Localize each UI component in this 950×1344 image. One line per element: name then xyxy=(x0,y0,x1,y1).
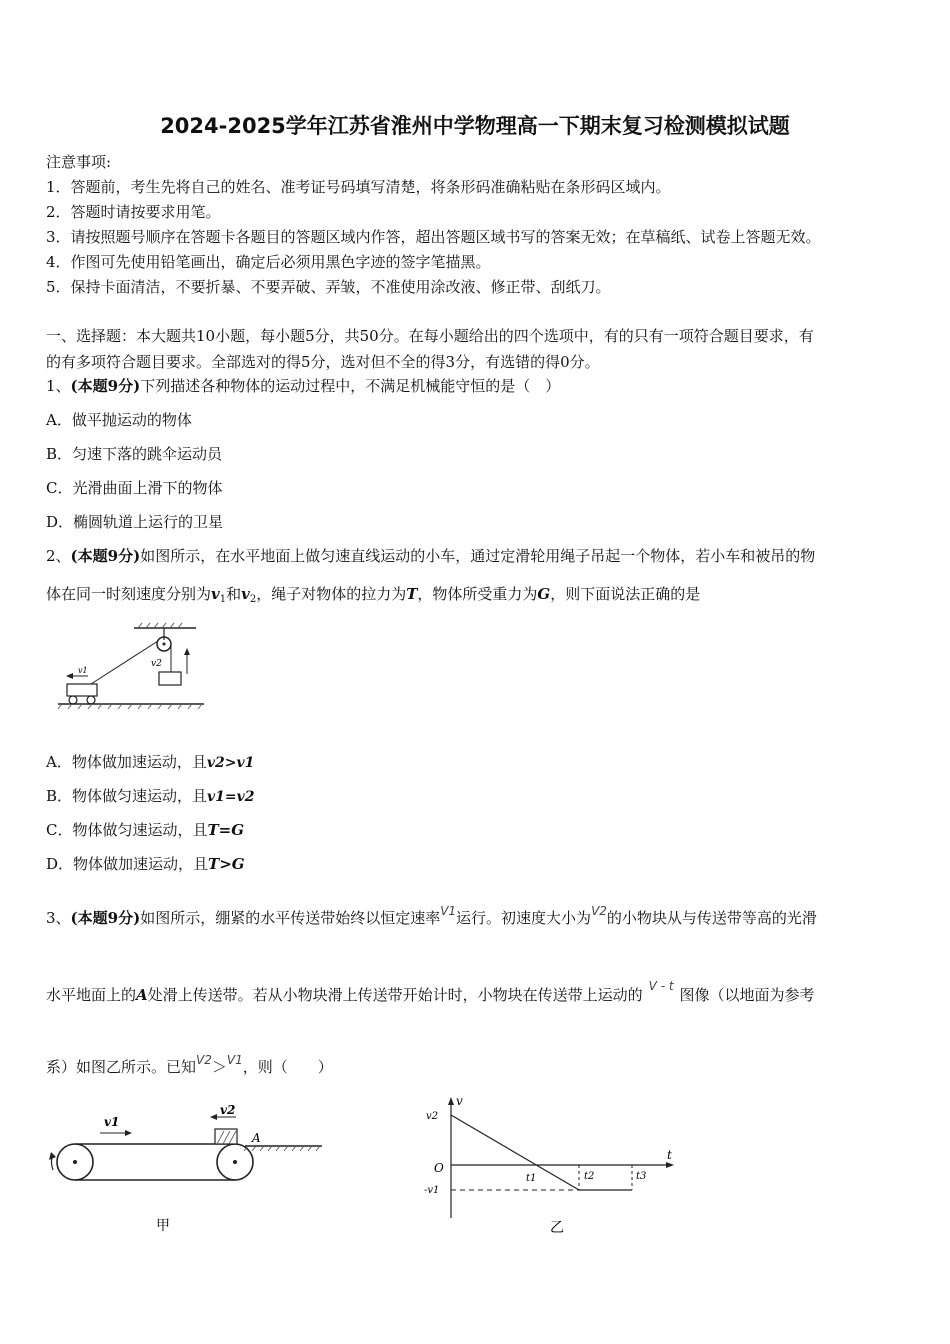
question-3-stem-line1: 3、(本题9分)如图所示，绷紧的水平传送带始终以恒定速率$^{V1}$运行。初速度大小为$^{V2}$的小物块从与传送带等高的光滑 xyxy=(46,904,817,927)
page-title: 2024-2025学年江苏省淮州中学物理高一下期末复习检测模拟试题 xyxy=(160,114,790,138)
section-intro-line2: 的有多项符合题目要求。全部选对的得5分，选对但不全的得3分，有选错的得0分。 xyxy=(46,353,600,371)
question-2-stem-line2: 体在同一时刻速度分别为$v_1$和$v_2$，绳子对物体的拉力为T，物体所受重力为G，则下面说法正确的是 xyxy=(46,585,701,605)
q2-option-a: A．物体做加速运动，且v2>v1 xyxy=(46,753,255,771)
q3-fig2-negv1-label: -v1 xyxy=(424,1185,440,1196)
q3-fig2-t2-label: t2 xyxy=(584,1171,595,1182)
q3-fig2-t1-label: t1 xyxy=(526,1173,537,1184)
q1-option-d: D．椭圆轨道上运行的卫星 xyxy=(46,513,224,531)
notice-item-1: 1．答题前，考生先将自己的姓名、准考证号码填写清楚，将条形码准确粘贴在条形码区域内。 xyxy=(46,178,671,196)
q3-conveyor-figure xyxy=(40,1100,330,1240)
question-3-stem-line3: 系）如图乙所示。已知$^{V2}$＞$^{V1}$，则（ ） xyxy=(46,1053,333,1076)
q3-fig2-velocity-segment-1 xyxy=(451,1115,579,1190)
question-1-stem: 1、(本题9分)下列描述各种物体的运动过程中，不满足机械能守恒的是（ ） xyxy=(46,377,561,395)
notice-heading: 注意事项: xyxy=(46,153,112,171)
q3-fig1-caption: 甲 xyxy=(156,1218,170,1234)
question-3-stem-line2: 水平地面上的A处滑上传送带。若从小物块滑上传送带开始计时，小物块在传送带上运动的 $^{V - t}$ 图像（以地面为参考 xyxy=(46,979,815,1004)
q3-fig2-origin: O xyxy=(434,1161,444,1175)
q2-option-b: B．物体做匀速运动，且v1=v2 xyxy=(46,787,255,805)
q2-fig-v2-label: v2 xyxy=(151,659,162,669)
notice-item-3: 3．请按照题号顺序在答题卡各题目的答题区域内作答，超出答题区域书写的答案无效；在草稿纸、试卷上答题无效。 xyxy=(46,228,821,246)
notice-item-4: 4．作图可先使用铅笔画出，确定后必须用黑色字迹的签字笔描黑。 xyxy=(46,253,491,271)
q3-vt-graph xyxy=(418,1093,688,1243)
q1-option-c: C．光滑曲面上滑下的物体 xyxy=(46,479,223,497)
q2-option-c: C．物体做匀速运动，且T=G xyxy=(46,821,245,839)
notice-item-2: 2．答题时请按要求用笔。 xyxy=(46,203,221,221)
q3-fig2-t-axis: t xyxy=(667,1148,672,1162)
q3-fig2-v-axis: v xyxy=(456,1094,463,1108)
q2-fig-v1-label: v1 xyxy=(78,666,88,675)
q3-fig1-v1-label: v1 xyxy=(104,1115,120,1129)
q1-option-b: B．匀速下落的跳伞运动员 xyxy=(46,445,223,463)
q2-pulley-figure xyxy=(56,622,206,714)
q3-fig1-A-label: A xyxy=(252,1131,261,1145)
q1-option-a: A．做平抛运动的物体 xyxy=(46,411,192,429)
notice-item-5: 5．保持卡面清洁，不要折暴、不要弄破、弄皱，不准使用涂改液、修正带、刮纸刀。 xyxy=(46,278,611,296)
q3-fig2-v2-label: v2 xyxy=(426,1111,439,1122)
question-2-stem-line1: 2、(本题9分)如图所示，在水平地面上做匀速直线运动的小车，通过定滑轮用绳子吊起一个物体，若小车和被吊的物 xyxy=(46,547,816,565)
q3-fig2-t3-label: t3 xyxy=(636,1171,647,1182)
q3-fig2-caption: 乙 xyxy=(550,1220,564,1236)
section-intro-line1: 一、选择题：本大题共10小题，每小题5分，共50分。在每小题给出的四个选项中，有的只有一项符合题目要求，有 xyxy=(46,327,814,345)
q3-fig1-v2-label: v2 xyxy=(220,1103,236,1117)
q2-option-d: D．物体做加速运动，且T>G xyxy=(46,855,245,873)
